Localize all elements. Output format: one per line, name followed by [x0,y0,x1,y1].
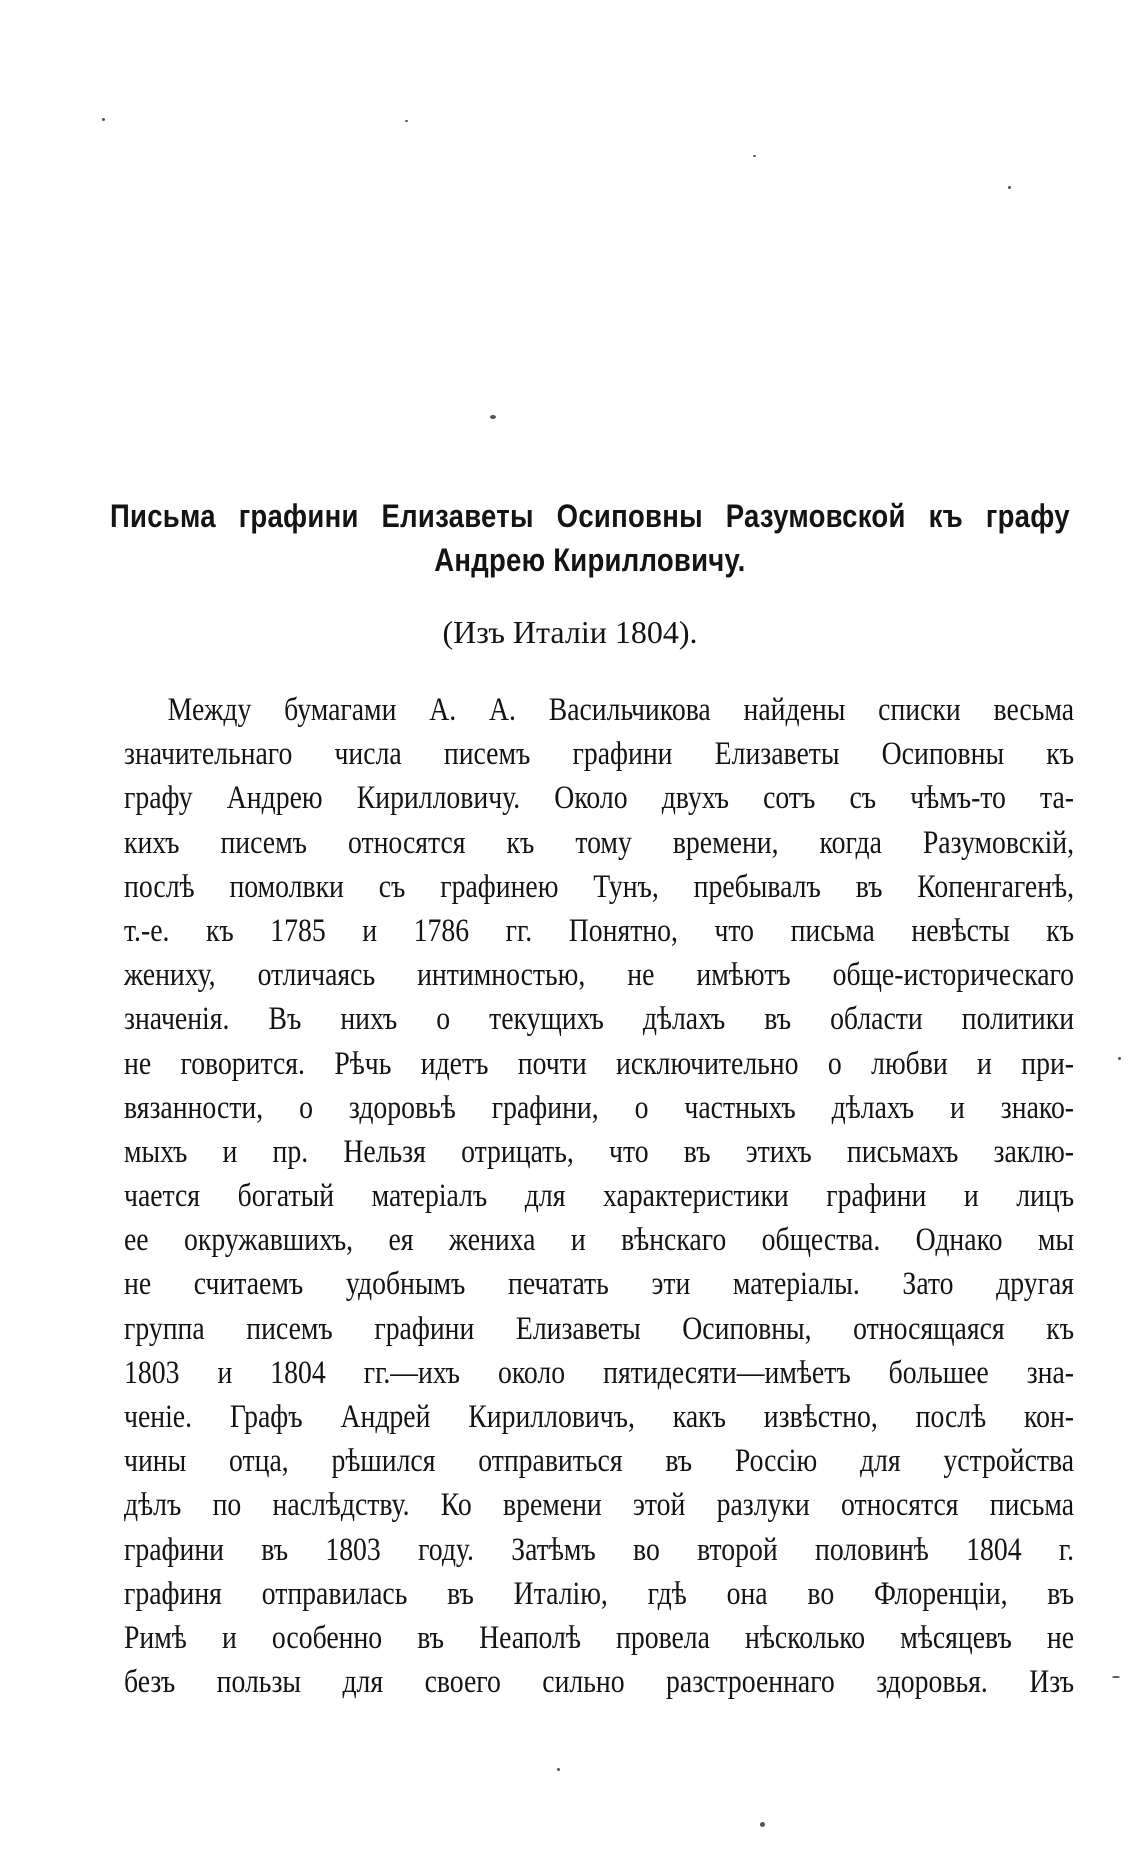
text-line: т.-е. къ 1785 и 1786 гг. Понятно, что письма невѣсты къ [124,912,1075,949]
scan-speck [557,1768,560,1771]
text-line: не считаемъ удобнымъ печатать эти матеріалы. Зато другая [124,1266,1075,1303]
scan-speck [1118,1057,1121,1060]
text-line: не говорится. Рѣчь идетъ почти исключительно о любви и при- [124,1045,1075,1082]
scan-speck [753,155,756,157]
title-line-2: Андрею Кирилловичу. [434,542,746,578]
text-line: 1803 и 1804 гг.—ихъ около пятидесяти—имѣетъ большее зна- [124,1354,1075,1391]
text-line: ее окружавшихъ, ея жениха и вѣнскаго общества. Однако мы [124,1222,1075,1259]
scan-speck [490,415,496,419]
text-line: Между бумагами А. А. Васильчикова найдены списки весьма [167,692,1075,728]
document-subtitle: (Изъ Италіи 1804). [442,614,698,650]
text-line: чается богатый матеріалъ для характеристики графини и лицъ [124,1178,1075,1215]
text-line: графини въ 1803 году. Затѣмъ во второй половинѣ 1804 г. [124,1531,1075,1568]
text-line: жениху, отличаясь интимностью, не имѣютъ обще-историческаго [124,957,1075,994]
text-line: ченіе. Графъ Андрей Кирилловичъ, какъ извѣстно, послѣ кон- [124,1399,1075,1435]
scan-speck [405,120,408,122]
text-line: безъ пользы для своего сильно разстроеннаго здоровья. Изъ [124,1664,1075,1701]
text-line: Римѣ и особенно въ Неаполѣ провела нѣсколько мѣсяцевъ не [124,1619,1075,1656]
text-line: группа писемъ графини Елизаветы Осиповны, относящаяся къ [124,1310,1075,1347]
text-line: вязанности, о здоровьѣ графини, о частныхъ дѣлахъ и знако- [124,1089,1075,1126]
body-paragraph [124,688,1075,1704]
title-line-1: Письма графини Елизаветы Осиповны Разумовской къ графу [110,498,1070,534]
scan-speck [1008,186,1011,189]
text-line: значительнаго числа писемъ графини Елизаветы Осиповны къ [124,736,1075,773]
text-line: мыхъ и пр. Нельзя отрицать, что въ этихъ письмахъ заклю- [124,1133,1075,1170]
text-line: послѣ помолвки съ графинею Тунъ, пребывалъ въ Копенгагенѣ, [124,868,1075,905]
text-line: графу Андрею Кирилловичу. Около двухъ сотъ съ чѣмъ-то та- [124,780,1075,817]
text-line: дѣлъ по наслѣдству. Ко времени этой разлуки относятся письма [124,1487,1075,1524]
text-line: значенія. Въ нихъ о текущихъ дѣлахъ въ области политики [124,1001,1075,1038]
text-line: графиня отправилась въ Италію, гдѣ она во Флоренціи, въ [124,1575,1075,1612]
scan-speck [760,1822,765,1827]
scan-speck [102,118,105,121]
text-line: кихъ писемъ относятся къ тому времени, когда Разумовскій, [124,824,1075,861]
scan-speck [1112,1676,1120,1678]
text-line: чины отца, рѣшился отправиться въ Россію для устройства [124,1443,1075,1480]
document-title [110,494,1070,582]
